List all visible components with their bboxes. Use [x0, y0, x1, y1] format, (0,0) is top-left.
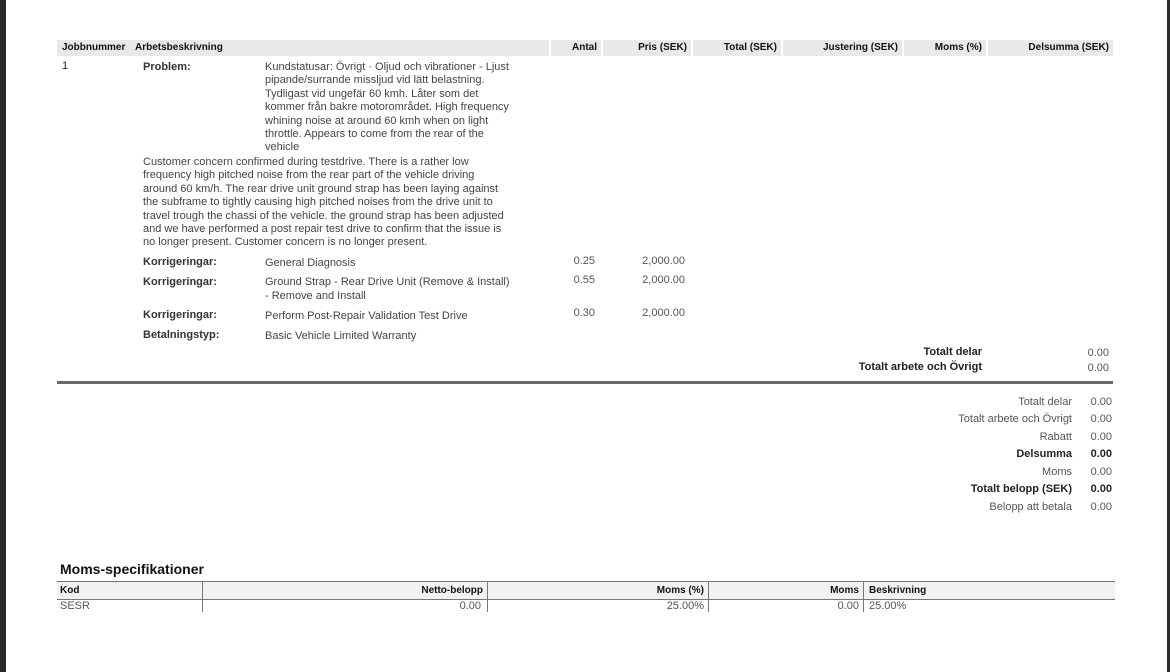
- summary-value: 0.00: [1090, 501, 1112, 513]
- correction-price: 2,000.00: [642, 307, 685, 319]
- finding-description: [143, 156, 548, 250]
- vat-header-vat: Moms: [830, 585, 859, 596]
- summary-value: 0.00: [1090, 483, 1112, 495]
- summary-label: Delsumma: [1016, 448, 1072, 460]
- summary-row: [712, 396, 1112, 413]
- job-total-parts-label: Totalt delar: [923, 346, 982, 358]
- job-total-parts-value: 0.00: [1087, 347, 1109, 359]
- summary-value: 0.00: [1090, 466, 1112, 478]
- problem-label: Problem:: [143, 61, 191, 73]
- header-job-number: Jobbnummer: [62, 42, 126, 53]
- finding-line: frequency high pitched noise from the rear part of the vehicle driving: [143, 169, 475, 182]
- vat-spec-header: [57, 581, 1115, 600]
- correction-quantity: 0.30: [573, 307, 595, 319]
- correction-label: Korrigeringar:: [143, 256, 217, 268]
- header-cell-subtotal: [988, 40, 1113, 56]
- vat-spec-row: [57, 599, 1115, 613]
- correction-description: Ground Strap - Rear Drive Unit (Remove & Install): [265, 276, 510, 288]
- summary-row: [712, 431, 1112, 448]
- correction-price: 2,000.00: [642, 255, 685, 267]
- problem-line: kommer från bakre motorområdet. High frequency: [265, 101, 509, 114]
- finding-line: travel trough the chassi of the vehicle. the ground strap has been adjusted: [143, 209, 504, 222]
- vat-header-vat-percent: Moms (%): [656, 585, 704, 596]
- job-total-labor-label: Totalt arbete och Övrigt: [858, 361, 982, 373]
- summary-value: 0.00: [1090, 396, 1112, 408]
- summary-row: [712, 501, 1112, 518]
- summary-label: Totalt delar: [1018, 396, 1072, 408]
- summary-label: Totalt belopp (SEK): [970, 483, 1072, 495]
- summary-label: Moms: [1042, 466, 1072, 478]
- summary-row: [712, 413, 1112, 430]
- finding-line: no longer present. Customer concern is no longer present.: [143, 236, 428, 249]
- header-vat-percent: Moms (%): [934, 42, 982, 53]
- problem-description: [265, 61, 550, 155]
- summary-label: Rabatt: [1039, 431, 1072, 443]
- job-table-header: [57, 40, 549, 56]
- problem-line: vehicle: [265, 141, 300, 154]
- vat-description: 25.00%: [869, 600, 907, 612]
- summary-value: 0.00: [1090, 413, 1112, 425]
- summary-row-subtotal: [712, 448, 1112, 465]
- header-price: Pris (SEK): [638, 42, 687, 53]
- vat-percent: 25.00%: [666, 600, 704, 612]
- summary-row: [712, 466, 1112, 483]
- header-adjustment: Justering (SEK): [822, 42, 898, 53]
- header-work-description: Arbetsbeskrivning: [135, 42, 223, 53]
- correction-label: Korrigeringar:: [143, 309, 217, 321]
- correction-description: Perform Post-Repair Validation Test Drive: [265, 310, 468, 322]
- vat-net: 0.00: [459, 600, 481, 612]
- job-number: 1: [62, 60, 69, 72]
- header-cell-vat: [904, 40, 986, 56]
- header-cell-adjustment: [783, 40, 902, 56]
- summary-row-total: [712, 483, 1112, 500]
- payment-type-value: Basic Vehicle Limited Warranty: [265, 330, 417, 342]
- correction-quantity: 0.55: [573, 274, 595, 286]
- header-subtotal: Delsumma (SEK): [1028, 42, 1109, 53]
- summary-value: 0.00: [1090, 448, 1112, 460]
- problem-line: Kundstatusar: Övrigt · Oljud och vibrationer - Ljust: [265, 61, 509, 73]
- problem-line: whining noise at around 60 kmh when on light: [265, 114, 489, 127]
- correction-quantity: 0.25: [573, 255, 595, 267]
- vat-header-net: Netto-belopp: [421, 585, 483, 596]
- summary-value: 0.00: [1090, 431, 1112, 443]
- summary-label: Belopp att betala: [989, 501, 1072, 513]
- vat-amount: 0.00: [837, 600, 859, 612]
- job-total-labor-value: 0.00: [1087, 362, 1109, 374]
- vat-header-description: Beskrivning: [869, 585, 927, 596]
- header-total: Total (SEK): [723, 42, 777, 53]
- header-cell-price: [603, 40, 691, 56]
- section-divider: [57, 381, 1113, 384]
- correction-label: Korrigeringar:: [143, 276, 217, 288]
- summary-label: Totalt arbete och Övrigt: [958, 413, 1072, 425]
- problem-line: throttle. Appears to come from the rear of the: [265, 128, 484, 141]
- finding-line: Customer concern confirmed during testdrive. There is a rather low: [143, 156, 469, 168]
- header-quantity: Antal: [572, 42, 597, 53]
- header-cell-total: [693, 40, 781, 56]
- finding-line: and we have performed a post repair test drive to confirm that the issue is: [143, 223, 502, 236]
- payment-type-label: Betalningstyp:: [143, 329, 220, 341]
- problem-line: Tydligast vid ungefär 60 kmh. Låter som det: [265, 87, 479, 100]
- vat-header-code: Kod: [60, 585, 80, 596]
- problem-line: pipande/surrande missljud vid lätt belastning.: [265, 74, 485, 87]
- header-cell-quantity: [551, 40, 601, 56]
- finding-line: the subframe to tightly causing high pitched noises from the drive unit to: [143, 196, 493, 209]
- correction-description: General Diagnosis: [265, 257, 356, 269]
- vat-code: SESR: [60, 600, 90, 612]
- correction-description-cont: - Remove and Install: [265, 290, 366, 302]
- finding-line: around 60 km/h. The rear drive unit ground strap has been laying against: [143, 182, 499, 195]
- correction-price: 2,000.00: [642, 274, 685, 286]
- vat-spec-title: Moms-specifikationer: [60, 561, 204, 577]
